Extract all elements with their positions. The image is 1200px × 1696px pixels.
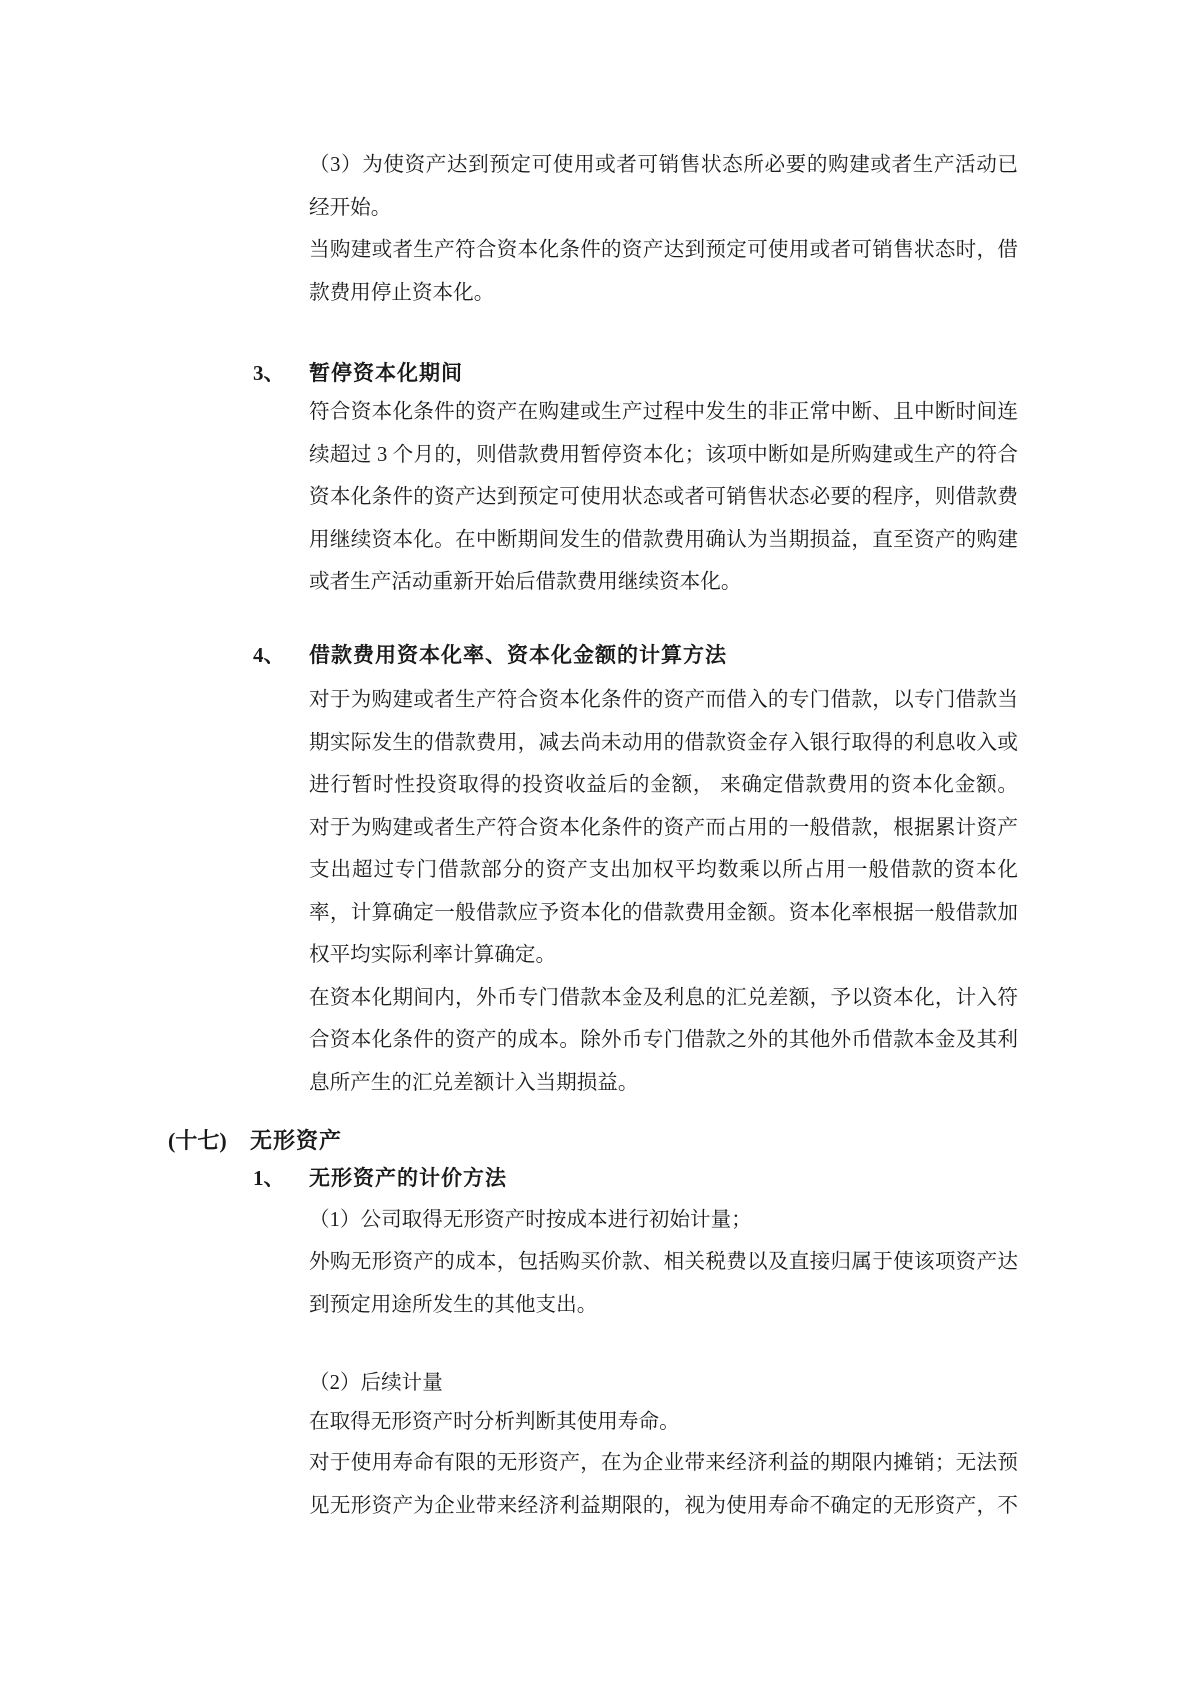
text-line: 资本化条件的资产达到预定可使用状态或者可销售状态必要的程序，则借款费 (309, 486, 1018, 508)
text-line: 符合资本化条件的资产在购建或生产过程中发生的非正常中断、且中断时间连 (309, 401, 1018, 423)
section-17-title: 无形资产 (250, 1128, 343, 1153)
section-4-title: 借款费用资本化率、资本化金额的计算方法 (309, 643, 727, 667)
text-line: 率，计算确定一般借款应予资本化的借款费用金额。资本化率根据一般借款加 (309, 901, 1018, 924)
subsection-1-number: 1、 (253, 1166, 285, 1190)
text-line: 对于使用寿命有限的无形资产，在为企业带来经济利益的期限内摊销；无法预 (309, 1452, 1018, 1474)
section-4-number: 4、 (253, 643, 285, 667)
text-line: 期实际发生的借款费用，减去尚未动用的借款资金存入银行取得的利息收入或 (309, 731, 1018, 754)
text-line: 见无形资产为企业带来经济利益期限的，视为使用寿命不确定的无形资产，不 (309, 1494, 1018, 1517)
text-line: 进行暂时性投资取得的投资收益后的金额， 来确定借款费用的资本化金额。 (309, 774, 1018, 796)
section-17-number: (十七) (168, 1128, 227, 1153)
text-line: 在资本化期间内，外币专门借款本金及利息的汇兑差额，予以资本化，计入符 (309, 986, 1018, 1009)
text-line: （3）为使资产达到预定可使用或者可销售状态所必要的购建或者生产活动已 (309, 154, 1018, 176)
text-line: 对于为购建或者生产符合资本化条件的资产而借入的专门借款，以专门借款当 (309, 689, 1018, 711)
text-line: 或者生产活动重新开始后借款费用继续资本化。 (309, 571, 742, 593)
text-line: 当购建或者生产符合资本化条件的资产达到预定可使用或者可销售状态时，借 (309, 239, 1018, 261)
text-line: 外购无形资产的成本，包括购买价款、相关税费以及直接归属于使该项资产达 (309, 1251, 1018, 1273)
text-line: 在取得无形资产时分析判断其使用寿命。 (309, 1411, 680, 1433)
text-line: （1）公司取得无形资产时按成本进行初始计量； (309, 1209, 752, 1231)
text-line: 对于为购建或者生产符合资本化条件的资产而占用的一般借款，根据累计资产 (309, 816, 1018, 839)
text-line: 用继续资本化。在中断期间发生的借款费用确认为当期损益，直至资产的购建 (309, 528, 1018, 551)
text-line: 权平均实际利率计算确定。 (309, 944, 557, 966)
text-line: 合资本化条件的资产的成本。除外币专门借款之外的其他外币借款本金及其利 (309, 1029, 1018, 1051)
section-3-number: 3、 (253, 361, 285, 385)
text-line: 到预定用途所发生的其他支出。 (309, 1293, 598, 1316)
text-line: （2）后续计量 (309, 1372, 443, 1394)
text-line: 支出超过专门借款部分的资产支出加权平均数乘以所占用一般借款的资本化 (309, 859, 1018, 881)
text-line: 经开始。 (309, 196, 392, 219)
text-line: 续超过 3 个月的，则借款费用暂停资本化；该项中断如是所购建或生产的符合 (309, 443, 1018, 466)
text-line: 款费用停止资本化。 (309, 281, 495, 304)
section-3-title: 暂停资本化期间 (309, 361, 463, 385)
text-line: 息所产生的汇兑差额计入当期损益。 (309, 1071, 639, 1094)
subsection-1-title: 无形资产的计价方法 (309, 1166, 507, 1190)
